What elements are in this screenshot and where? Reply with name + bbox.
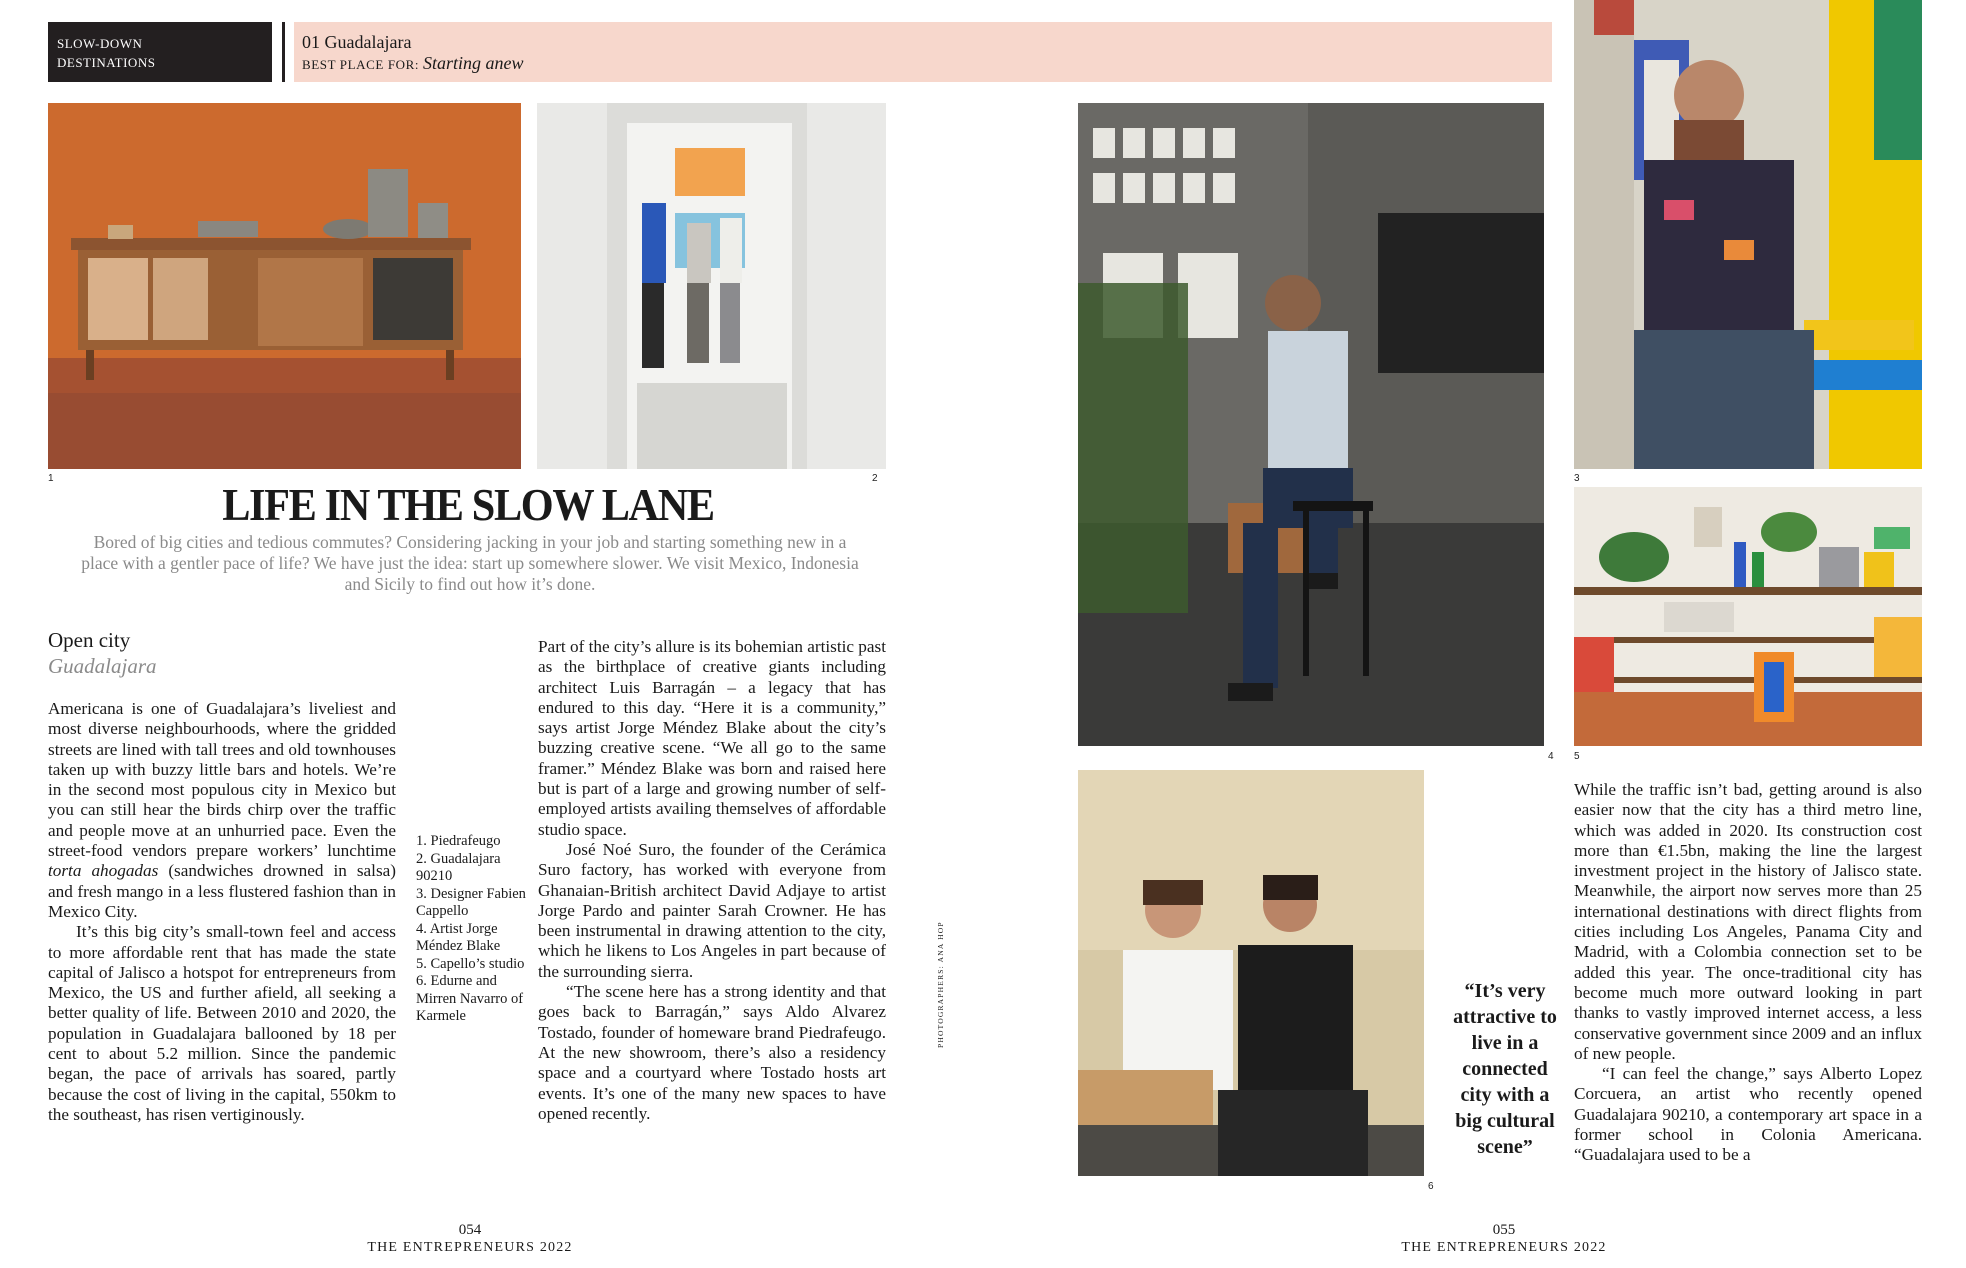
issue-name-left: THE ENTREPRENEURS 2022	[367, 1240, 573, 1255]
destination-banner	[294, 22, 1552, 82]
issue-name-right: THE ENTREPRENEURS 2022	[1401, 1240, 1607, 1255]
section-label-line2: DESTINATIONS	[57, 55, 156, 70]
section-subheading: Guadalajara	[48, 654, 157, 678]
page-number-right: 055	[1492, 1222, 1516, 1238]
section-label	[48, 22, 272, 82]
photo-artist-jorge-mendez-blake	[1078, 103, 1544, 746]
photo-number-4: 4	[1548, 751, 1554, 762]
section-heading: Open city	[48, 628, 131, 652]
italic-term: torta ahogadas	[48, 861, 159, 881]
photo-capello-studio	[1574, 487, 1922, 746]
photo-guadalajara-90210	[537, 103, 886, 469]
body-paragraph: “The scene here has a strong identity and that goes back to Barragán,” says Aldo Alvarez Tostado, founder of homeware brand Piedrafeugo. At the new showroom, there’s also a residency space and a courtyard where Tostado hosts art events. It’s one of the many new spaces to have opened recently.	[538, 982, 886, 1123]
article-title: LIFE IN THE SLOW LANE	[222, 479, 714, 530]
photo-piedrafeugo-sideboard	[48, 103, 521, 469]
photo-number-6: 6	[1428, 1181, 1434, 1192]
header-divider	[282, 22, 285, 82]
caption-item: 3. Designer Fabien Cappello	[416, 885, 526, 919]
page-number-left: 054	[458, 1222, 482, 1238]
footer-left	[340, 1222, 600, 1256]
pull-quote: “It’s very attractive to live in a connected city with a big cultural scene”	[1453, 980, 1557, 1158]
body-column-3	[1574, 780, 1922, 1166]
footer-right	[1374, 1222, 1634, 1256]
section-label-line1: SLOW-DOWN	[57, 36, 143, 51]
caption-item: 2. Guadalajara 90210	[416, 850, 501, 884]
caption-item: 1. Piedrafeugo	[416, 833, 501, 849]
body-paragraph: While the traffic isn’t bad, getting around is also easier now that the city has a third metro line, which was added in 2020. Its construction cost more than €1.5bn, making the line the largest investment project in the history of Jalisco state. Meanwhile, the airport now serves more than 25 international destinations with direct flights from cities including Los Angeles, Panama City and Madrid, with a Colombia connection set to be added this year. The once-traditional city has become much more outward looking in part thanks to vastly improved internet access, a less conservative government since 2009 and an influx of new people.	[1574, 780, 1922, 1063]
photo-credit: PHOTOGRAPHERS: ANA HOP	[936, 921, 945, 1048]
caption-item: 6. Edurne and Mirren Navarro of Karmele	[416, 973, 524, 1024]
body-paragraph: José Noé Suro, the founder of the Cerámica Suro factory, has worked with everyone from Ghanaian-British architect David Adjaye to artist Jorge Pardo and painter Sarah Crowner. He has been instrumental in drawing attention to the city, which he likens to Los Angeles in part because of the surrounding sierra.	[538, 839, 886, 981]
caption-item: 4. Artist Jorge Méndez Blake	[416, 920, 501, 954]
body-column-1	[48, 699, 396, 1125]
photo-number-3: 3	[1574, 473, 1580, 484]
body-paragraph: Part of the city’s allure is its bohemian artistic past as the birthplace of creative giants including architect Luis Barragán – a legacy that has endured to this day. “Here it is a community,” says artist Jorge Méndez Blake about the city’s buzzing creative scene. “We all go to the same framer.” Méndez Blake was born and raised here but is part of a large and growing number of self-employed artists availing themselves of affordable studio space.	[538, 637, 886, 839]
article-standfirst: Bored of big cities and tedious commutes? Considering jacking in your job and starting something new in a place with a gentler pace of life? We have just the idea: start up somewhere slower. We visit Mexico, Indonesia and Sicily to find out how it’s done.	[81, 532, 859, 594]
photo-edurne-and-mirren-navarro	[1078, 770, 1424, 1176]
body-paragraph: Americana is one of Guadalajara’s liveliest and most diverse neighbourhoods, where the gridded streets are lined with tall trees and old townhouses taken up with buzzy little bars and hotels. We’re in the second most populous city in Mexico but you can still hear the birds chirp over the traffic and people move at an unhurried pace. Even the street-food vendors prepare workers’ lunchtime torta ahogadas (sandwiches drowned in salsa) and fresh mango in a less flustered fashion than in Mexico City.	[48, 699, 396, 921]
body-column-2	[538, 637, 886, 1124]
photo-number-2: 2	[872, 473, 878, 484]
best-place-label: BEST PLACE FOR:	[302, 57, 420, 72]
body-paragraph: “I can feel the change,” says Alberto Lopez Corcuera, an artist who recently opened Guadalajara 90210, a contemporary art space in a former school in Colonia Americana. “Guadalajara used to be a	[1574, 1064, 1922, 1165]
caption-item: 5. Capello’s studio	[416, 955, 525, 972]
destination-city: 01 Guadalajara	[302, 32, 412, 52]
best-place-line	[302, 53, 1552, 75]
photo-number-1: 1	[48, 473, 54, 484]
best-place-value: Starting anew	[422, 53, 524, 73]
photo-number-5: 5	[1574, 751, 1580, 762]
photo-designer-fabien-cappello	[1574, 0, 1922, 469]
body-paragraph: It’s this big city’s small-town feel and access to more affordable rent that has made the state capital of Jalisco a hotspot for entrepreneurs from Mexico, the US and further afield, all seeking a better quality of life. Between 2010 and 2020, the population in Guadalajara ballooned by 18 per cent to about 5.2 million. Since the pandemic began, the pace of arrivals has soared, partly because the cost of living in the capital, 550km to the southeast, has risen vertiginously.	[48, 922, 396, 1124]
photo-captions	[416, 833, 526, 1026]
